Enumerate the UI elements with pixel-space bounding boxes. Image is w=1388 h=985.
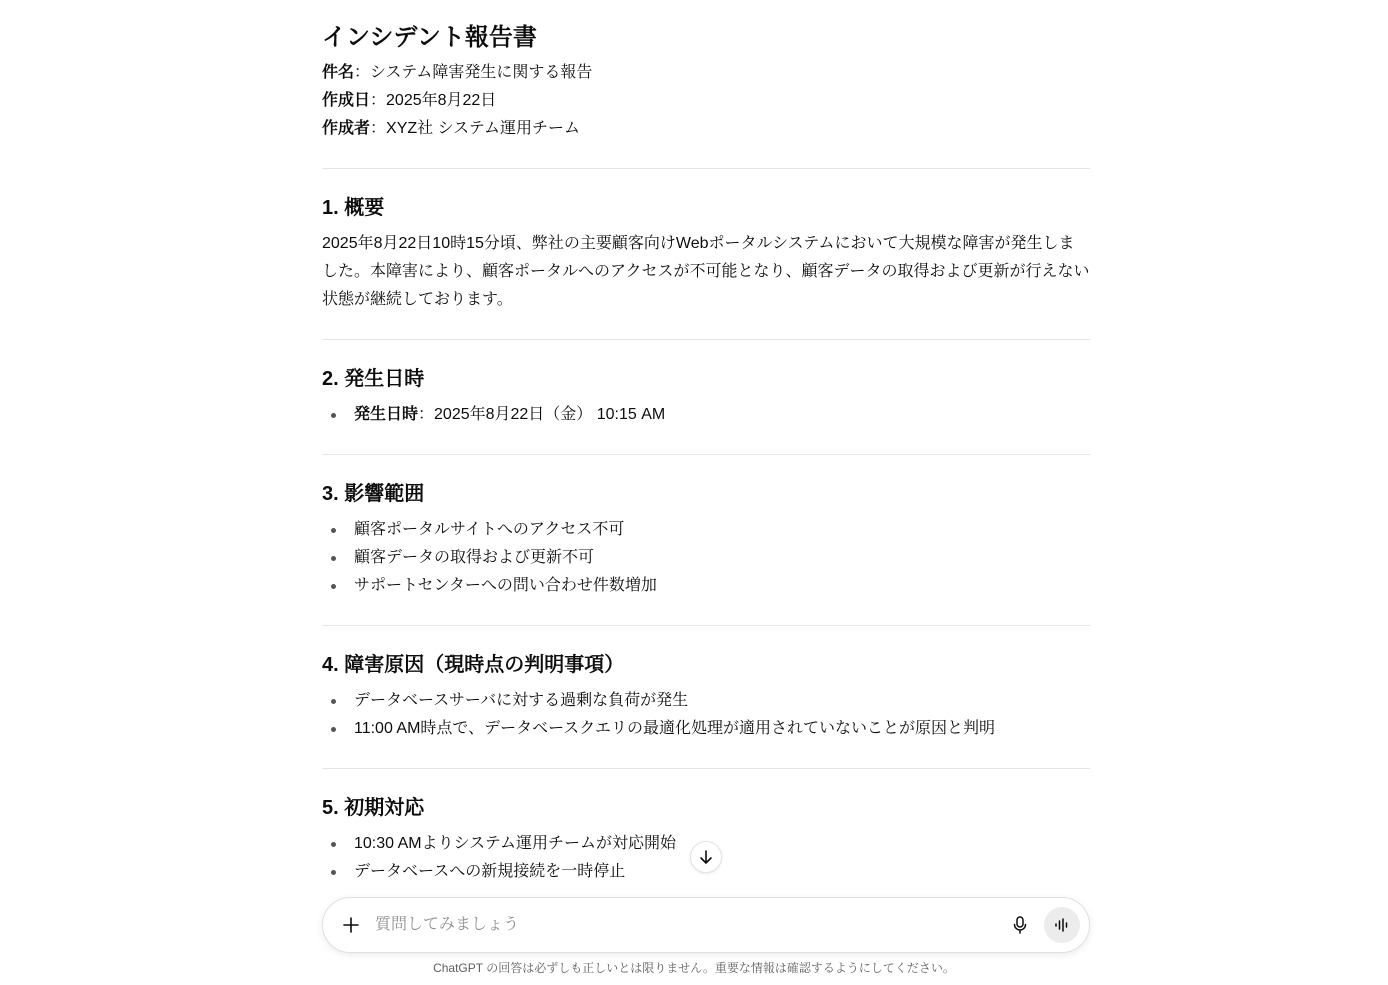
item-text: 11:00 AM時点で、データベースクエリの最適化処理が適用されていないことが原因と判明 (354, 720, 995, 737)
list-item (322, 401, 1090, 429)
disclaimer-text: ChatGPT の回答は必ずしも正しいとは限りません。重要な情報は確認するようにしてください。 (433, 961, 955, 975)
bullet-icon (331, 556, 336, 561)
item-text: データベースサーバに対する過剰な負荷が発生 (354, 692, 689, 709)
list-item (322, 687, 1090, 715)
meta-value: ：2025年8月22日 (370, 92, 497, 109)
voice-waveform-icon (1054, 917, 1070, 933)
meta-subject (322, 59, 1090, 87)
item-label: 発生日時 (354, 406, 419, 423)
dictate-button[interactable] (1006, 911, 1034, 939)
list-item (322, 715, 1090, 743)
divider (322, 625, 1090, 626)
page-title: インシデント報告書 (322, 24, 537, 51)
meta-value: ：XYZ社 システム運用チーム (370, 120, 580, 137)
item-text: 顧客ポータルサイトへのアクセス不可 (354, 521, 625, 538)
arrow-down-icon (698, 849, 714, 865)
chat-composer (322, 897, 1090, 953)
chat-input[interactable] (375, 916, 1006, 934)
item-value: ：2025年8月22日（金） 10:15 AM (418, 406, 666, 423)
bullet-icon (331, 699, 336, 704)
divider (322, 339, 1090, 340)
list-item (322, 544, 1090, 572)
microphone-icon (1012, 916, 1028, 934)
report-document (322, 0, 1090, 886)
item-text: 顧客データの取得および更新不可 (354, 549, 595, 566)
item-text: サポートセンターへの問い合わせ件数増加 (354, 577, 657, 594)
meta-value: ：システム障害発生に関する報告 (354, 64, 593, 81)
section-heading-occurrence: 2. 発生日時 (322, 368, 425, 390)
bullet-icon (331, 528, 336, 533)
plus-icon (343, 917, 359, 933)
bullet-icon (331, 727, 336, 732)
section-heading-impact: 3. 影響範囲 (322, 483, 425, 505)
list-item (322, 572, 1090, 600)
bullet-icon (331, 584, 336, 589)
bullet-icon (331, 413, 336, 418)
divider (322, 168, 1090, 169)
bullet-icon (331, 842, 336, 847)
meta-label: 作成者 (322, 120, 371, 137)
voice-mode-button[interactable] (1044, 907, 1080, 943)
section-heading-cause: 4. 障害原因（現時点の判明事項） (322, 654, 625, 676)
list-item (322, 516, 1090, 544)
section-heading-initial-response: 5. 初期対応 (322, 797, 425, 819)
meta-date (322, 87, 1090, 115)
section-heading-overview: 1. 概要 (322, 197, 385, 219)
item-text: 10:30 AMよりシステム運用チームが対応開始 (354, 835, 677, 852)
divider (322, 454, 1090, 455)
scroll-to-bottom-button[interactable] (690, 841, 722, 873)
bullet-icon (331, 870, 336, 875)
add-attachment-button[interactable] (337, 911, 365, 939)
divider (322, 768, 1090, 769)
meta-author (322, 115, 1090, 143)
meta-label: 件名 (322, 64, 355, 81)
item-text: データベースへの新規接続を一時停止 (354, 863, 626, 880)
overview-text: 2025年8月22日10時15分頃、弊社の主要顧客向けWebポータルシステムにおいて大規模な障害が発生しました。本障害により、顧客ポータルへのアクセスが不可能となり、顧客データの取得および更新が行えない状態が継続しております。 (322, 235, 1090, 308)
meta-label: 作成日 (322, 92, 371, 109)
